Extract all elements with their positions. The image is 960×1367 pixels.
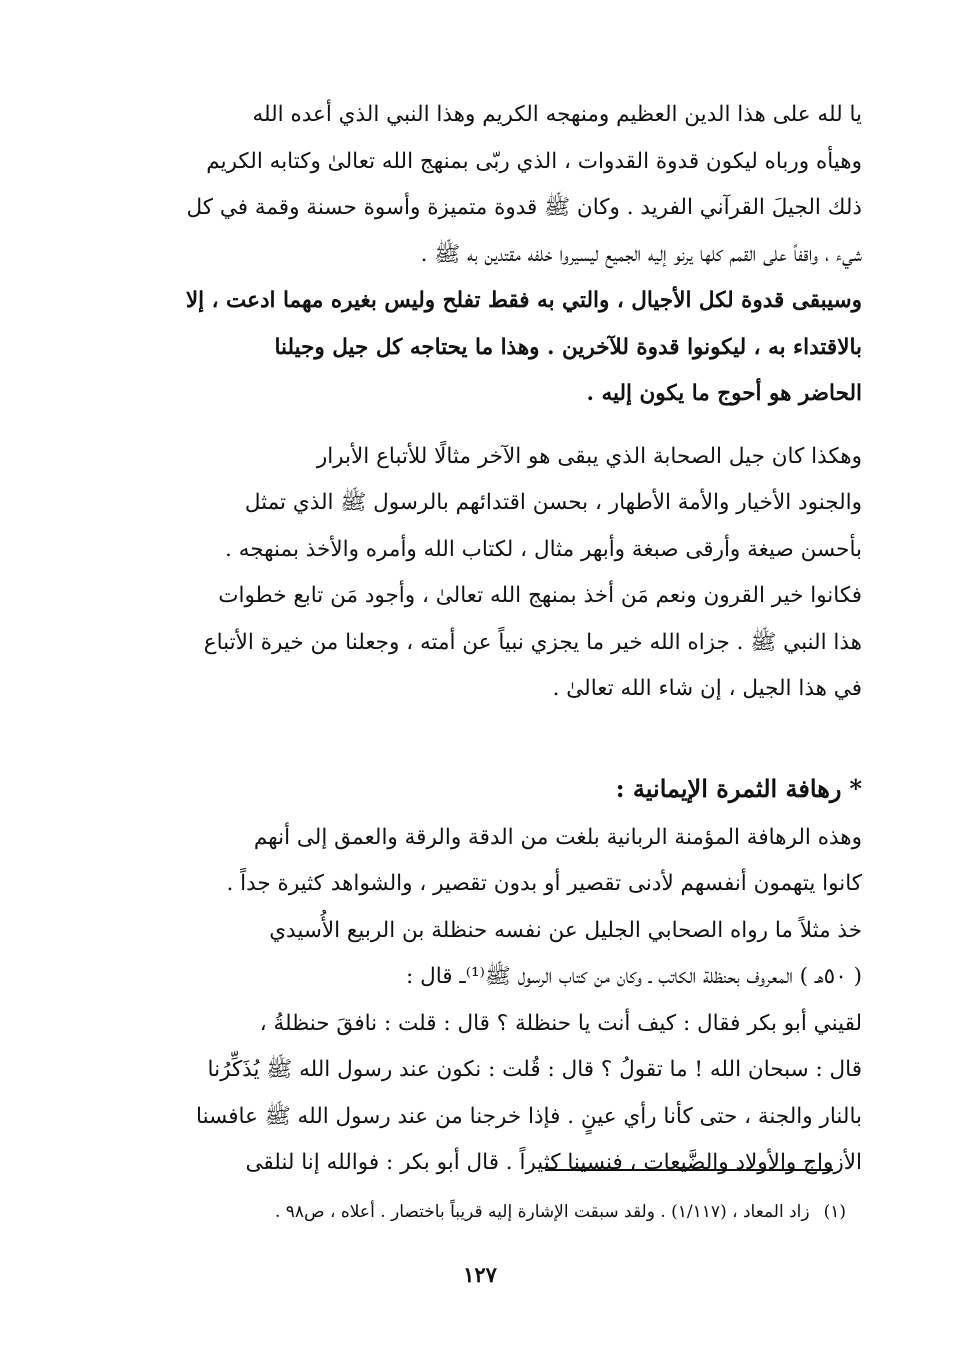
text-line: ذلك الجيلَ القرآني الفريد . وكان ﷺ قدوة متميزة وأسوة حسنة وقمة في كل bbox=[186, 195, 862, 220]
heading-star: * bbox=[849, 773, 862, 803]
text-line: شيء ، واقفاً على القمم كلها يرنو إليه الجميع ليسيروا خلفه مقتدين به ﷺ . bbox=[420, 241, 862, 267]
paragraph-spacer bbox=[134, 418, 862, 434]
top-paragraphs bbox=[134, 92, 862, 713]
section-heading bbox=[134, 763, 862, 815]
text-line: وهكذا كان جيل الصحابة الذي يبقى هو الآخر مثالًا للأتباع الأبرار bbox=[316, 443, 862, 469]
text-line: قال : سبحان الله ! ما تقولُ ؟ قال : قُلت : نكون عند رسول الله ﷺ يُذَكِّرُنا bbox=[207, 1057, 862, 1082]
text-line: فكانوا خير القرون ونعم مَن أخذ بمنهج الله تعالىٰ ، وأجود مَن تابع خطوات bbox=[218, 583, 862, 608]
text-line: بأحسن صيغة وأرقى صبغة وأبهر مثال ، لكتاب الله وأمره والأخذ بمنهجه . bbox=[225, 536, 862, 562]
text-line: الأزواج والأولاد والضَّيعات ، فنسينا كثيراً . قال أبو بكر : فوالله إنا لنلقى bbox=[245, 1150, 862, 1175]
text-line: الحاضر هو أحوج ما يكون إليه . bbox=[586, 381, 862, 406]
text-line: بالاقتداء به ، ليكونوا قدوة للآخرين . وهذا ما يحتاجه كل جيل وجيلنا bbox=[274, 334, 862, 360]
footnote-number: (١) bbox=[823, 1202, 846, 1222]
heading-text: رهافة الثمرة الإيمانية : bbox=[615, 773, 842, 803]
paragraph bbox=[134, 815, 862, 1187]
footnote bbox=[134, 1202, 846, 1222]
paragraph bbox=[134, 434, 862, 713]
text-line: وسيبقى قدوة لكل الأجيال ، والتي به فقط تفلح وليس بغيره مهما ادعت ، إلا bbox=[185, 288, 862, 313]
text-line: كانوا يتهمون أنفسهم لأدنى تقصير أو بدون تقصير ، والشواهد كثيرة جداً . bbox=[226, 871, 862, 896]
text-line: لقيني أبو بكر فقال : كيف أنت يا حنظلة ؟ قال : قلت : نافقَ حنظلةُ ، bbox=[259, 1010, 862, 1036]
text-line: وهيأه ورباه ليكون قدوة القدوات ، الذي ربّى بمنهج الله تعالىٰ وكتابه الكريم bbox=[206, 148, 862, 174]
bottom-paragraphs bbox=[134, 815, 862, 1187]
text-line: بالنار والجنة ، حتى كأنا رأي عينٍ . فإذا خرجنا من عند رسول الله ﷺ عافسنا bbox=[196, 1103, 862, 1129]
page-body bbox=[134, 92, 862, 1187]
text-line: هذا النبي ﷺ . جزاه الله خير ما يجزي نبياً عن أمته ، وجعلنا من خيرة الأتباع bbox=[203, 629, 862, 655]
section-spacer bbox=[134, 713, 862, 763]
text-line: والجنود الأخيار والأمة الأطهار ، بحسن اقتدائهم بالرسول ﷺ الذي تمثل bbox=[244, 490, 862, 515]
paragraph bbox=[134, 92, 862, 418]
footnote-text: زاد المعاد ، (١/١١٧) . ولقد سبقت الإشارة إليه قريباً باختصار . أعلاه ، ص٩٨ . bbox=[274, 1202, 810, 1222]
footnote-separator bbox=[545, 1169, 833, 1171]
text-line: ( ٥٠هـ ) المعروف بحنظلة الكاتب ـ وكان من كتاب الرسول ﷺ⁽¹⁾ـ قال : bbox=[406, 964, 862, 989]
text-line: في هذا الجيل ، إن شاء الله تعالىٰ . bbox=[552, 676, 862, 701]
text-line: يا لله على هذا الدين العظيم ومنهجه الكريم وهذا النبي الذي أعده الله bbox=[252, 102, 862, 127]
text-line: وهذه الرهافة المؤمنة الربانية بلغت من الدقة والرقة والعمق إلى أنهم bbox=[253, 824, 862, 850]
page-number: ١٢٧ bbox=[463, 1262, 497, 1287]
text-line: خذ مثلاً ما رواه الصحابي الجليل عن نفسه حنظلة بن الربيع الأُسيدي bbox=[269, 917, 862, 943]
